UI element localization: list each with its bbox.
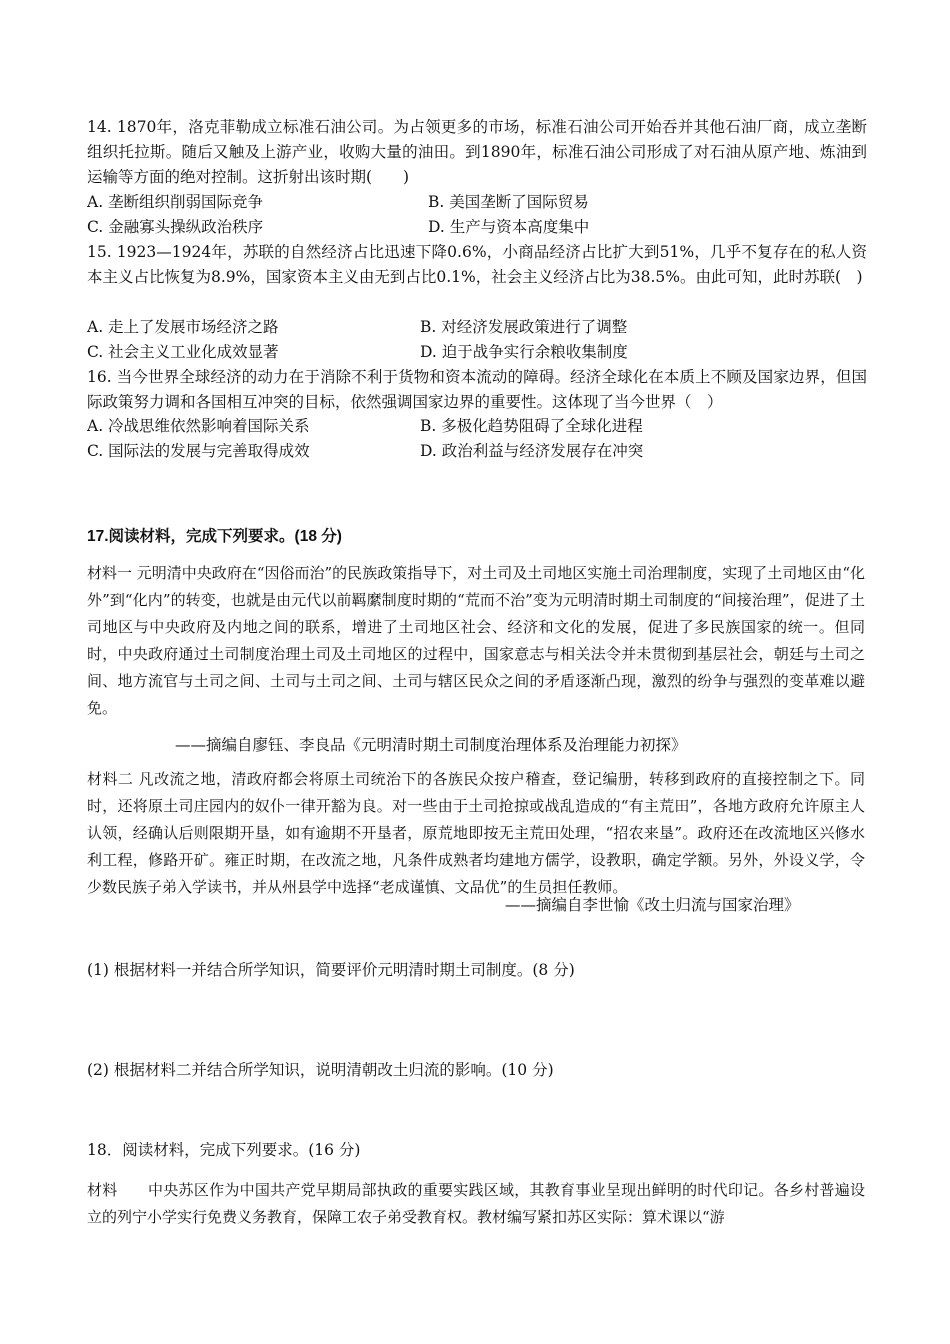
q15-option-a: A. 走上了发展市场经济之路: [87, 318, 279, 336]
q17-subquestion-1: (1) 根据材料一并结合所学知识，简要评价元明清时期土司制度。(8 分): [87, 961, 575, 979]
q15-stem: 15. 1923—1924年，苏联的自然经济占比迅速下降0.6%，小商品经济占比扩大到51%，几乎不复存在的私人资本主义占比恢复为8.9%，国家资本主义由无到占比0.1%，社会主义经济占比为38.5%。由此可知，此时苏联( ): [87, 243, 867, 286]
q15-option-b: B. 对经济发展政策进行了调整: [420, 318, 628, 336]
q15-option-c: C. 社会主义工业化成效显著: [87, 343, 279, 361]
q14-stem: 14. 1870年，洛克菲勒成立标准石油公司。为占领更多的市场，标准石油公司开始吞并其他石油厂商，成立垄断组织托拉斯。随后又触及上游产业，收购大量的油田。到1890年，标准石油公司形成了对石油从原产地、炼油到运输等方面的绝对控制。这折射出该时期( ): [87, 118, 867, 186]
q14-option-a: A. 垄断组织削弱国际竞争: [87, 193, 264, 211]
q14-option-b: B. 美国垄断了国际贸易: [428, 193, 589, 211]
q17-heading: 17.阅读材料，完成下列要求。(18 分): [87, 528, 342, 545]
q16-option-a: A. 冷战思维依然影响着国际关系: [87, 417, 310, 435]
q18-heading: 18．阅读材料，完成下列要求。(16 分): [87, 1141, 361, 1159]
q14-option-d: D. 生产与资本高度集中: [428, 218, 590, 236]
q16-option-c: C. 国际法的发展与完善取得成效: [87, 442, 310, 460]
q16-option-d: D. 政治利益与经济发展存在冲突: [420, 442, 644, 460]
q14-option-c: C. 金融寡头操纵政治秩序: [87, 218, 264, 236]
q17-subquestion-2: (2) 根据材料二并结合所学知识，说明清朝改土归流的影响。(10 分): [87, 1061, 554, 1079]
q16-stem: 16. 当今世界全球经济的动力在于消除不利于货物和资本流动的障碍。经济全球化在本质上不顾及国家边界，但国际政策努力调和各国相互冲突的目标，依然强调国家边界的重要性。这体现了当今世界（ ）: [87, 368, 867, 411]
q17-source-1: ——摘编自廖钰、李良品《元明清时期土司制度治理体系及治理能力初探》: [175, 736, 687, 754]
q17-source-2: ——摘编自李世愉《改土归流与国家治理》: [505, 896, 800, 914]
q16-option-b: B. 多极化趋势阻碍了全球化进程: [420, 417, 643, 435]
q15-option-d: D. 迫于战争实行余粮收集制度: [420, 343, 628, 361]
q18-material: 材料 中央苏区作为中国共产党早期局部执政的重要实践区域，其教育事业呈现出鲜明的时代印记。各乡村普遍设立的列宁小学实行免费义务教育，保障工农子弟受教育权。教材编写紧扣苏区实际：算术课以“游: [87, 1181, 865, 1226]
q17-material-1: 材料一 元明清中央政府在“因俗而治”的民族政策指导下，对土司及土司地区实施土司治理制度，实现了土司地区由“化外”到“化内”的转变，也就是由元代以前羁縻制度时期的“荒而不治”变为元明清时期土司制度的“间接治理”，促进了土司地区与中央政府及内地之间的联系，增进了土司地区社会、经济和文化的发展，促进了多民族国家的统一。但同时，中央政府通过土司制度治理土司及土司地区的过程中，国家意志与相关法令并未贯彻到基层社会，朝廷与土司之间、地方流官与土司之间、土司与土司之间、土司与辖区民众之间的矛盾逐渐凸现，激烈的纷争与强烈的变革难以避免。: [87, 564, 865, 717]
q17-material-2: 材料二 凡改流之地，清政府都会将原土司统治下的各族民众按户稽查，登记编册，转移到政府的直接控制之下。同时，还将原土司庄园内的奴仆一律开豁为良。对一些由于土司抢掠或战乱造成的“有主荒田”，各地方政府允许原主人认领，经确认后则限期开垦，如有逾期不开垦者，原荒地即按无主荒田处理，“招农来垦”。政府还在改流地区兴修水利工程，修路开矿。雍正时期，在改流之地，凡条件成熟者均建地方儒学，设教职，确定学额。另外，外设义学，令少数民族子弟入学读书，并从州县学中选择“老成谨慎、文品优”的生员担任教师。: [87, 770, 865, 896]
